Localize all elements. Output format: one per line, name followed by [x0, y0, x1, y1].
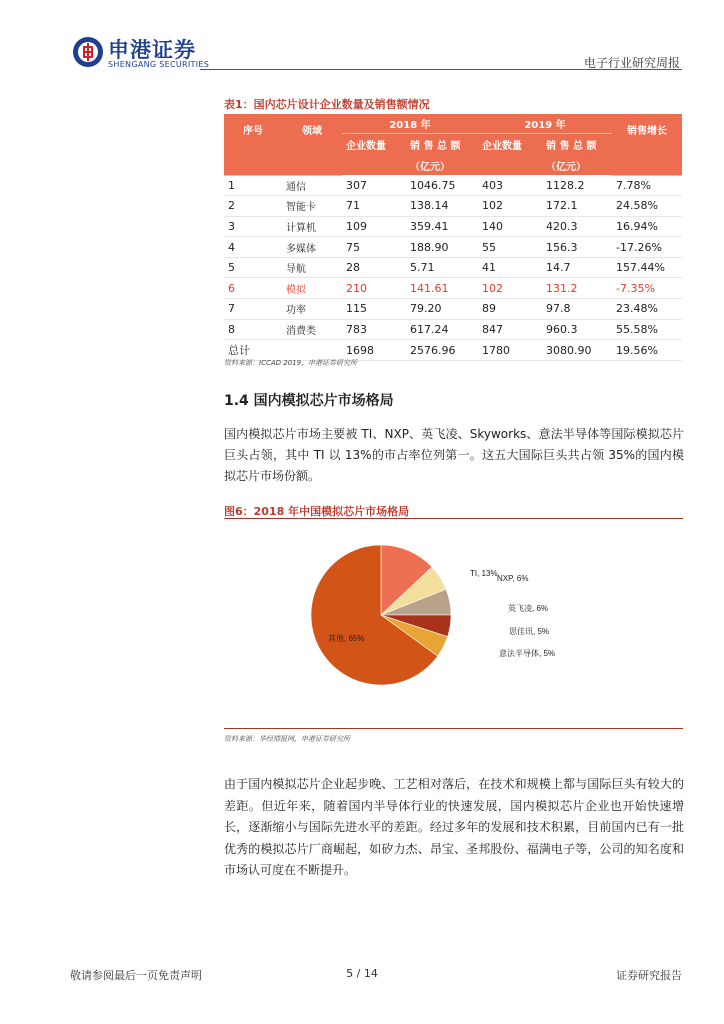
table-cell-c19: 102	[478, 196, 542, 217]
company-name-en: SHENGANG SECURITIES	[108, 60, 210, 69]
disclaimer-note: 敬请参阅最后一页免责声明	[70, 969, 202, 982]
pie-label-2: 英飞凌, 6%	[508, 604, 549, 613]
header-divider	[200, 69, 682, 70]
col-header-growth: 销售增长	[612, 114, 682, 175]
col-header-count-2019: 企业数量	[478, 134, 542, 156]
table-cell-field: 计算机	[282, 216, 342, 237]
company-name: 申港证券	[108, 38, 196, 62]
company-logo-icon	[72, 36, 104, 68]
table-cell-c18: 71	[342, 196, 406, 217]
table-cell-c18: 783	[342, 319, 406, 340]
table-cell-s18: 79.20	[406, 299, 478, 320]
figure-top-line	[224, 518, 683, 519]
table-cell-g: 19.56%	[612, 340, 682, 361]
figure-caption: 图6：2018 年中国模拟芯片市场格局	[224, 505, 410, 518]
figure-bottom-line	[224, 728, 683, 729]
table-cell-c19: 403	[478, 175, 542, 196]
col-header-2019: 2019 年	[478, 114, 612, 134]
table-cell-s19: 3080.90	[542, 340, 612, 361]
table-cell-c19: 89	[478, 299, 542, 320]
table-cell-s18: 141.61	[406, 278, 478, 299]
table-cell-idx: 2	[224, 196, 282, 217]
table-cell-g: 157.44%	[612, 257, 682, 278]
table-cell-c18: 115	[342, 299, 406, 320]
table-row	[224, 299, 682, 320]
pie-label-1: NXP, 6%	[497, 574, 529, 583]
table-cell-s19: 420.3	[542, 216, 612, 237]
table-cell-g: -17.26%	[612, 237, 682, 258]
paragraph-analysis: 由于国内模拟芯片企业起步晚、工艺相对落后，在技术和规模上都与国际巨头有较大的差距。但近年来，随着国内半导体行业的快速发展，国内模拟芯片企业也开始快速增长，逐渐缩小与国际先进水平的差距。经过多年的发展和技术积累，目前国内已有一批优秀的模拟芯片厂商崛起，如矽力杰、昂宝、圣邦股份、福满电子等，公司的知名度和市场认可度在不断提升。	[224, 777, 684, 877]
table-cell-c19: 55	[478, 237, 542, 258]
pie-label-5: 其他, 65%	[328, 634, 365, 643]
table-row	[224, 237, 682, 258]
table-cell-g: 24.58%	[612, 196, 682, 217]
table-cell-s18: 359.41	[406, 216, 478, 237]
pie-label-3: 思佳讯, 5%	[509, 627, 550, 636]
table-cell-s19: 14.7	[542, 257, 612, 278]
table-cell-s19: 172.1	[542, 196, 612, 217]
report-type: 电子行业研究周报	[583, 56, 680, 70]
col-header-unit-2018: （亿元）	[406, 155, 478, 175]
col-header-unit-2019: （亿元）	[542, 155, 612, 175]
table-cell-idx: 总计	[224, 340, 282, 361]
table-cell-c18: 28	[342, 257, 406, 278]
table-cell-s18: 2576.96	[406, 340, 478, 361]
table-cell-field: 功率	[282, 299, 342, 320]
table-caption: 表1：国内芯片设计企业数量及销售额情况	[224, 98, 430, 111]
table-cell-c19: 41	[478, 257, 542, 278]
chip-design-table	[224, 114, 682, 361]
table-cell-s19: 131.2	[542, 278, 612, 299]
table-row	[224, 319, 682, 340]
table-row	[224, 216, 682, 237]
table-cell-c18: 1698	[342, 340, 406, 361]
table-cell-idx: 1	[224, 175, 282, 196]
page-number: 5 / 14	[346, 967, 378, 980]
table-source: 资料来源：ICCAD 2019，申港证券研究所	[224, 359, 358, 367]
table-row	[224, 278, 682, 299]
table-cell-s19: 97.8	[542, 299, 612, 320]
report-label: 证券研究报告	[616, 969, 682, 982]
table-cell-c18: 109	[342, 216, 406, 237]
table-cell-field: 智能卡	[282, 196, 342, 217]
table-cell-idx: 4	[224, 237, 282, 258]
table-cell-s18: 138.14	[406, 196, 478, 217]
table-cell-c18: 210	[342, 278, 406, 299]
table-cell-c19: 140	[478, 216, 542, 237]
table-cell-field: 模拟	[282, 278, 342, 299]
pie-chart	[224, 520, 683, 730]
table-cell-idx: 8	[224, 319, 282, 340]
table-row	[224, 196, 682, 217]
table-cell-s18: 5.71	[406, 257, 478, 278]
table-cell-idx: 6	[224, 278, 282, 299]
table-row	[224, 257, 682, 278]
table-cell-g: 23.48%	[612, 299, 682, 320]
table-cell-c19: 102	[478, 278, 542, 299]
col-header-sales-2019: 销 售 总 额	[542, 134, 612, 156]
table-row	[224, 175, 682, 196]
table-cell-g: 16.94%	[612, 216, 682, 237]
col-header-sales-2018: 销 售 总 额	[406, 134, 478, 156]
col-header-count-2018: 企业数量	[342, 134, 406, 156]
table-cell-s18: 617.24	[406, 319, 478, 340]
col-header-2018: 2018 年	[342, 114, 478, 134]
table-cell-c18: 307	[342, 175, 406, 196]
table-cell-c19: 847	[478, 319, 542, 340]
pie-label-4: 意法半导体, 5%	[499, 649, 556, 658]
table-cell-c18: 75	[342, 237, 406, 258]
table-cell-g: 7.78%	[612, 175, 682, 196]
table-cell-s19: 1128.2	[542, 175, 612, 196]
table-cell-g: -7.35%	[612, 278, 682, 299]
table-cell-idx: 7	[224, 299, 282, 320]
table-cell-c19: 1780	[478, 340, 542, 361]
paragraph-intro: 国内模拟芯片市场主要被 TI、NXP、英飞凌、Skyworks、意法半导体等国际模拟芯片巨头占领，其中 TI 以 13%的市占率位列第一。这五大国际巨头共占领 35%的国内模拟芯片市场份额。	[224, 427, 684, 483]
pie-label-0: TI, 13%	[470, 569, 498, 578]
table-cell-field: 消费类	[282, 319, 342, 340]
table-cell-s18: 1046.75	[406, 175, 478, 196]
table-cell-idx: 3	[224, 216, 282, 237]
table-cell-s19: 960.3	[542, 319, 612, 340]
table-cell-field: 通信	[282, 175, 342, 196]
section-title: 1.4 国内模拟芯片市场格局	[224, 393, 394, 409]
table-cell-idx: 5	[224, 257, 282, 278]
figure-source: 资料来源：华经情报网，申港证券研究所	[224, 735, 350, 743]
table-cell-field: 多媒体	[282, 237, 342, 258]
table-cell-g: 55.58%	[612, 319, 682, 340]
table-cell-s19: 156.3	[542, 237, 612, 258]
col-header-index: 序号	[224, 114, 282, 175]
table-cell-field: 导航	[282, 257, 342, 278]
col-header-field: 领域	[282, 114, 342, 175]
table-cell-s18: 188.90	[406, 237, 478, 258]
